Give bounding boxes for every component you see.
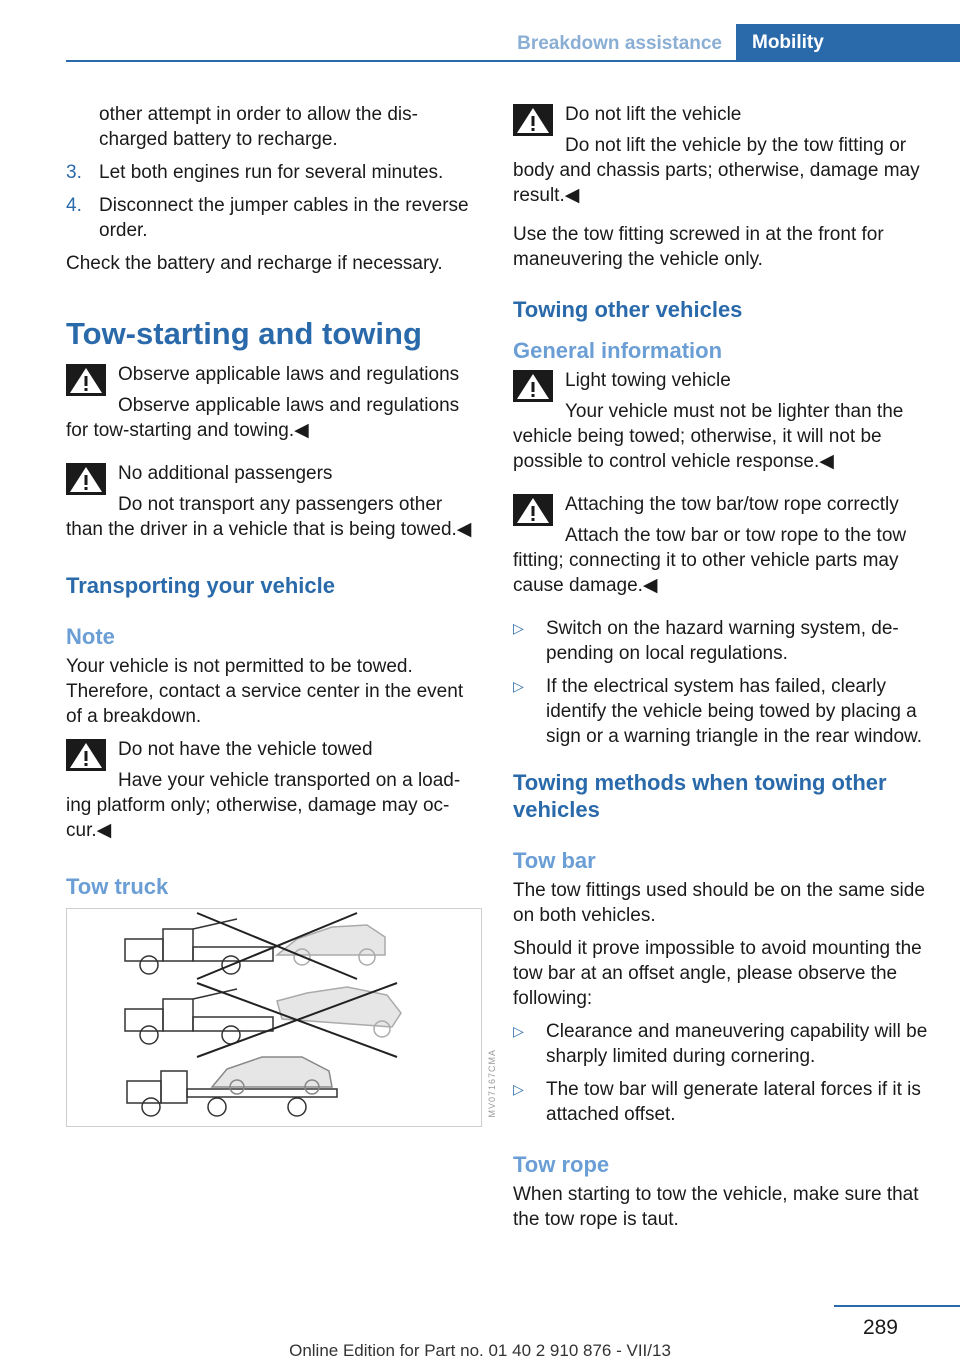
warning-attach [513, 492, 929, 598]
header-tab-mobility[interactable]: Mobility [736, 24, 960, 62]
list-item-text: Switch on the hazard warning system, depending on local regulations. [546, 618, 899, 664]
tow-bar-text-1: The tow fittings used should be on the same side on both vehicles. [513, 880, 925, 926]
list-item-text: If the electrical system has failed, clearly identify the vehicle being towed by placing a sign or a warning triangle in the rear window. [546, 676, 922, 747]
step-text: Let both engines run for several minutes. [99, 162, 444, 183]
footer-edition: Online Edition for Part no. 01 40 2 910 876 - VII/13 [289, 1341, 671, 1360]
warning-text: Attach the tow bar or tow rope to the tow fitting; connecting it to other vehicle parts may cause damage.◀ [513, 525, 907, 596]
tow-fitting-text: Use the tow fitting screwed in at the front for maneuvering the vehicle only. [513, 224, 884, 270]
warning-text: Observe applicable laws and regulations for tow-starting and towing.◀ [66, 395, 460, 441]
check-battery-text: Check the battery and recharge if necessary. [66, 253, 443, 274]
heading-towing-other: Towing other vehicles [513, 297, 743, 322]
bullet-triangle-icon: ▷ [513, 1081, 524, 1097]
warning-text: Do not transport any passengers other than the driver in a vehicle that is being towed.◀ [66, 494, 472, 540]
heading-tow-starting: Tow-starting and towing [66, 316, 422, 351]
warning-light-vehicle [513, 368, 929, 474]
left-column [66, 102, 497, 1127]
truck-row-3 [127, 1057, 337, 1116]
bullet-triangle-icon: ▷ [513, 1023, 524, 1039]
list-item [513, 1019, 929, 1069]
warning-title: Attaching the tow bar/tow rope correctly [565, 494, 899, 515]
warning-text: Have your vehicle transported on a loading platform only; otherwise, damage may occur.◀ [66, 770, 461, 841]
step-item [66, 193, 472, 243]
warning-icon [66, 463, 106, 495]
warning-icon [66, 739, 106, 771]
page-header [0, 24, 960, 62]
heading-transporting: Transporting your vehicle [66, 573, 335, 598]
warning-icon [66, 364, 106, 396]
warning-laws [66, 362, 472, 443]
figure-id: MV07167CMA [487, 1049, 497, 1118]
list-item-text: The tow bar will generate lateral forces if it is attached offset. [546, 1079, 921, 1125]
list-item-text: Clearance and maneuvering capability will be sharply limited during cornering. [546, 1021, 928, 1067]
step-text: Disconnect the jumper cables in the reverse order. [99, 195, 469, 241]
tow-rope-text: When starting to tow the vehicle, make sure that the tow rope is taut. [513, 1184, 919, 1230]
footer-rule [834, 1305, 960, 1307]
heading-note: Note [66, 624, 115, 649]
bullet-triangle-icon: ▷ [513, 678, 524, 694]
heading-towing-methods: Towing methods when towing other vehicles [513, 770, 887, 822]
heading-tow-truck: Tow truck [66, 874, 169, 899]
page-number: 289 [862, 1316, 898, 1339]
warning-title: No additional passengers [118, 463, 333, 484]
header-rule [66, 60, 960, 62]
step-item [66, 160, 472, 185]
warning-text: Your vehicle must not be lighter than the vehicle being towed; otherwise, it will not be possible to control vehicle response.◀ [513, 401, 904, 472]
warning-icon [513, 104, 553, 136]
heading-tow-rope: Tow rope [513, 1152, 610, 1177]
step-number: 3. [66, 162, 82, 183]
warning-icon [513, 370, 553, 402]
truck-row-1 [125, 913, 385, 979]
warning-passengers [66, 461, 472, 542]
warning-title: Do not lift the vehicle [565, 104, 742, 125]
bullet-triangle-icon: ▷ [513, 620, 524, 636]
heading-tow-bar: Tow bar [513, 848, 596, 873]
warning-title: Light towing vehicle [565, 370, 731, 391]
tow-truck-illustration [67, 909, 481, 1126]
warning-text: Do not lift the vehicle by the tow fitting or body and chassis parts; otherwise, damage may result.◀ [513, 135, 920, 206]
tow-bar-text-2: Should it prove impossible to avoid mounting the tow bar at an offset angle, please observe the following: [513, 938, 922, 1009]
continued-text: other attempt in order to allow the discharged battery to recharge. [99, 104, 418, 150]
header-section[interactable]: Breakdown assistance [517, 33, 722, 54]
right-column [513, 102, 929, 1240]
list-item [513, 674, 929, 749]
warning-not-towed [66, 737, 472, 843]
warning-icon [513, 494, 553, 526]
truck-row-2 [125, 983, 401, 1057]
warning-title: Observe applicable laws and regulations [118, 364, 460, 385]
warning-lift [513, 102, 929, 208]
list-item [513, 616, 929, 666]
list-item [513, 1077, 929, 1127]
heading-general-info: General information [513, 338, 723, 363]
tow-truck-figure [66, 908, 497, 1127]
warning-title: Do not have the vehicle towed [118, 739, 373, 760]
note-text: Your vehicle is not permitted to be towed. Therefore, contact a service center in the event of a breakdown. [66, 656, 464, 727]
step-number: 4. [66, 195, 82, 216]
